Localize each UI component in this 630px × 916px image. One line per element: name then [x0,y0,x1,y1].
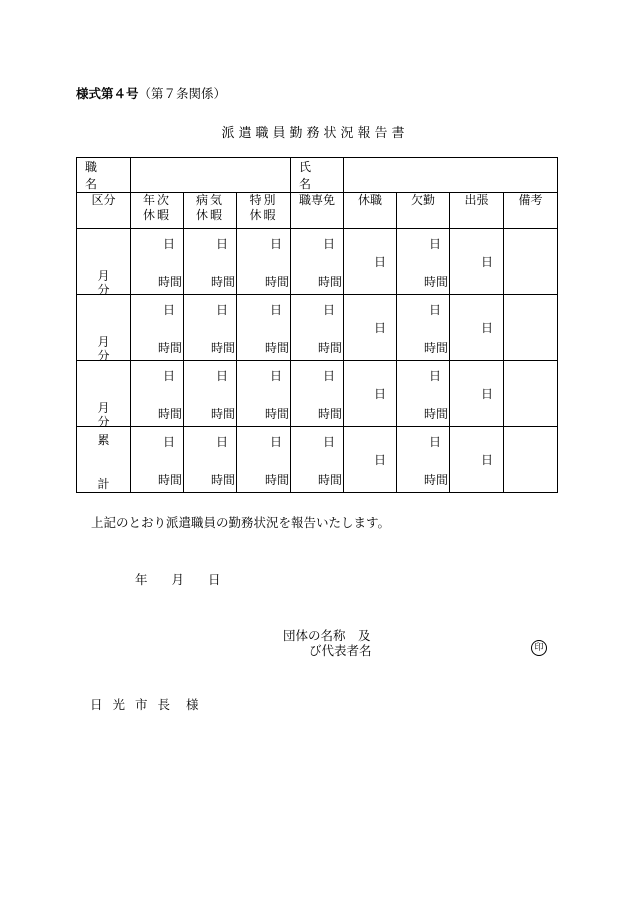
annual-leave-cell[interactable] [131,361,184,427]
absence-cell[interactable] [397,361,450,427]
special-leave-cell[interactable] [237,361,291,427]
absence-cell[interactable] [397,295,450,361]
row-label-month: 月 [97,401,110,415]
addressee-name: 日光市長 [90,697,181,712]
hours-unit: 時間 [157,407,182,421]
hours-unit: 時間 [210,341,235,355]
day-unit: 日 [323,369,336,383]
closing-statement: 上記のとおり派遣職員の勤務状況を報告いたします。 [91,515,391,530]
day-unit: 日 [270,237,283,251]
row-label-cell [77,427,131,493]
day-unit: 日 [429,369,442,383]
leave-of-absence-cell[interactable] [344,427,397,493]
day-unit: 日 [429,435,442,449]
form-number-label: 様式第４号 [76,86,139,101]
organization-label-line2: び代表者名 [309,643,372,658]
hours-unit: 時間 [210,275,235,289]
form-relation: （第７条関係） [138,86,227,101]
hours-unit: 時間 [424,275,449,289]
day-unit: 日 [374,321,387,335]
name-label: 氏名 [291,158,344,193]
business-trip-cell[interactable] [450,361,504,427]
table-row [77,295,558,361]
exempt-cell[interactable] [291,427,344,493]
day-unit: 日 [323,435,336,449]
hours-unit: 時間 [157,341,182,355]
day-unit: 日 [270,435,283,449]
header-category: 区分 [77,193,131,229]
header-special-leave-line2: 休暇 [249,208,278,222]
hours-unit: 時間 [210,473,235,487]
position-label: 職名 [77,158,131,193]
day-unit: 日 [481,321,494,335]
header-business-trip: 出張 [450,193,504,229]
hours-unit: 時間 [318,275,343,289]
business-trip-cell[interactable] [450,427,504,493]
status-report-table [76,157,558,493]
header-sick-leave-line2: 休暇 [195,208,224,222]
day-unit: 日 [429,237,442,251]
remarks-cell[interactable] [504,427,558,493]
day-unit: 日 [481,453,494,467]
date-year: 年 [135,572,148,587]
day-unit: 日 [215,369,228,383]
row-label-cell [77,295,131,361]
header-special-leave [237,193,291,229]
hours-unit: 時間 [424,407,449,421]
hours-unit: 時間 [210,407,235,421]
day-unit: 日 [323,237,336,251]
hours-unit: 時間 [318,473,343,487]
row-label-month: 月 [97,335,110,349]
row-label-portion: 分 [97,283,110,297]
day-unit: 日 [270,303,283,317]
hours-unit: 時間 [157,275,182,289]
document-title: 派遣職員勤務状況報告書 [221,126,409,141]
day-unit: 日 [215,435,228,449]
annual-leave-cell[interactable] [131,229,184,295]
annual-leave-cell[interactable] [131,295,184,361]
date-day: 日 [208,572,221,587]
sick-leave-cell[interactable] [184,229,237,295]
header-leave-of-absence: 休職 [344,193,397,229]
hours-unit: 時間 [318,341,343,355]
seal-mark: 印 [531,640,547,656]
header-sick-leave-line1: 病気 [195,193,224,207]
absence-cell[interactable] [397,427,450,493]
row-label-cumulative-2: 計 [97,477,110,491]
day-unit: 日 [162,369,175,383]
day-unit: 日 [429,303,442,317]
header-sick-leave [184,193,237,229]
hours-unit: 時間 [265,473,290,487]
date-month: 月 [171,572,185,587]
day-unit: 日 [481,387,494,401]
addressee [90,695,209,713]
position-field[interactable] [131,158,291,193]
business-trip-cell[interactable] [450,295,504,361]
row-label-portion: 分 [97,349,110,363]
day-unit: 日 [162,237,175,251]
remarks-cell[interactable] [504,361,558,427]
leave-of-absence-cell[interactable] [344,229,397,295]
day-unit: 日 [323,303,336,317]
sick-leave-cell[interactable] [184,361,237,427]
day-unit: 日 [215,237,228,251]
header-annual-leave [131,193,184,229]
date-line [135,570,221,588]
day-unit: 日 [162,435,175,449]
table-row [77,229,558,295]
absence-cell[interactable] [397,229,450,295]
table-row [77,361,558,427]
sick-leave-cell[interactable] [184,427,237,493]
exempt-cell[interactable] [291,361,344,427]
leave-of-absence-cell[interactable] [344,295,397,361]
hours-unit: 時間 [318,407,343,421]
addressee-honorific: 様 [186,697,209,712]
row-label-cell [77,361,131,427]
annual-leave-cell[interactable] [131,427,184,493]
day-unit: 日 [162,303,175,317]
header-special-leave-line1: 特別 [249,193,278,207]
hours-unit: 時間 [265,275,290,289]
hours-unit: 時間 [157,473,182,487]
hours-unit: 時間 [265,341,290,355]
header-remarks: 備考 [504,193,558,229]
name-field[interactable] [344,158,558,193]
sick-leave-cell[interactable] [184,295,237,361]
remarks-cell[interactable] [504,229,558,295]
hours-unit: 時間 [424,473,449,487]
exempt-cell[interactable] [291,229,344,295]
header-exempt: 職専免 [291,193,344,229]
header-annual-leave-line2: 休暇 [142,208,171,222]
form-number [76,84,226,102]
header-absence: 欠勤 [397,193,450,229]
special-leave-cell[interactable] [237,427,291,493]
special-leave-cell[interactable] [237,295,291,361]
day-unit: 日 [374,255,387,269]
hours-unit: 時間 [424,341,449,355]
day-unit: 日 [481,255,494,269]
row-label-month: 月 [97,269,110,283]
special-leave-cell[interactable] [237,229,291,295]
hours-unit: 時間 [265,407,290,421]
header-annual-leave-line1: 年次 [142,193,171,207]
day-unit: 日 [374,387,387,401]
row-label-cumulative-1: 累 [97,433,110,447]
leave-of-absence-cell[interactable] [344,361,397,427]
row-label-portion: 分 [97,415,110,429]
exempt-cell[interactable] [291,295,344,361]
day-unit: 日 [270,369,283,383]
day-unit: 日 [374,453,387,467]
organization-label-line1: 団体の名称 及 [283,628,371,643]
remarks-cell[interactable] [504,295,558,361]
day-unit: 日 [215,303,228,317]
business-trip-cell[interactable] [450,229,504,295]
table-row-cumulative [77,427,558,493]
row-label-cell [77,229,131,295]
